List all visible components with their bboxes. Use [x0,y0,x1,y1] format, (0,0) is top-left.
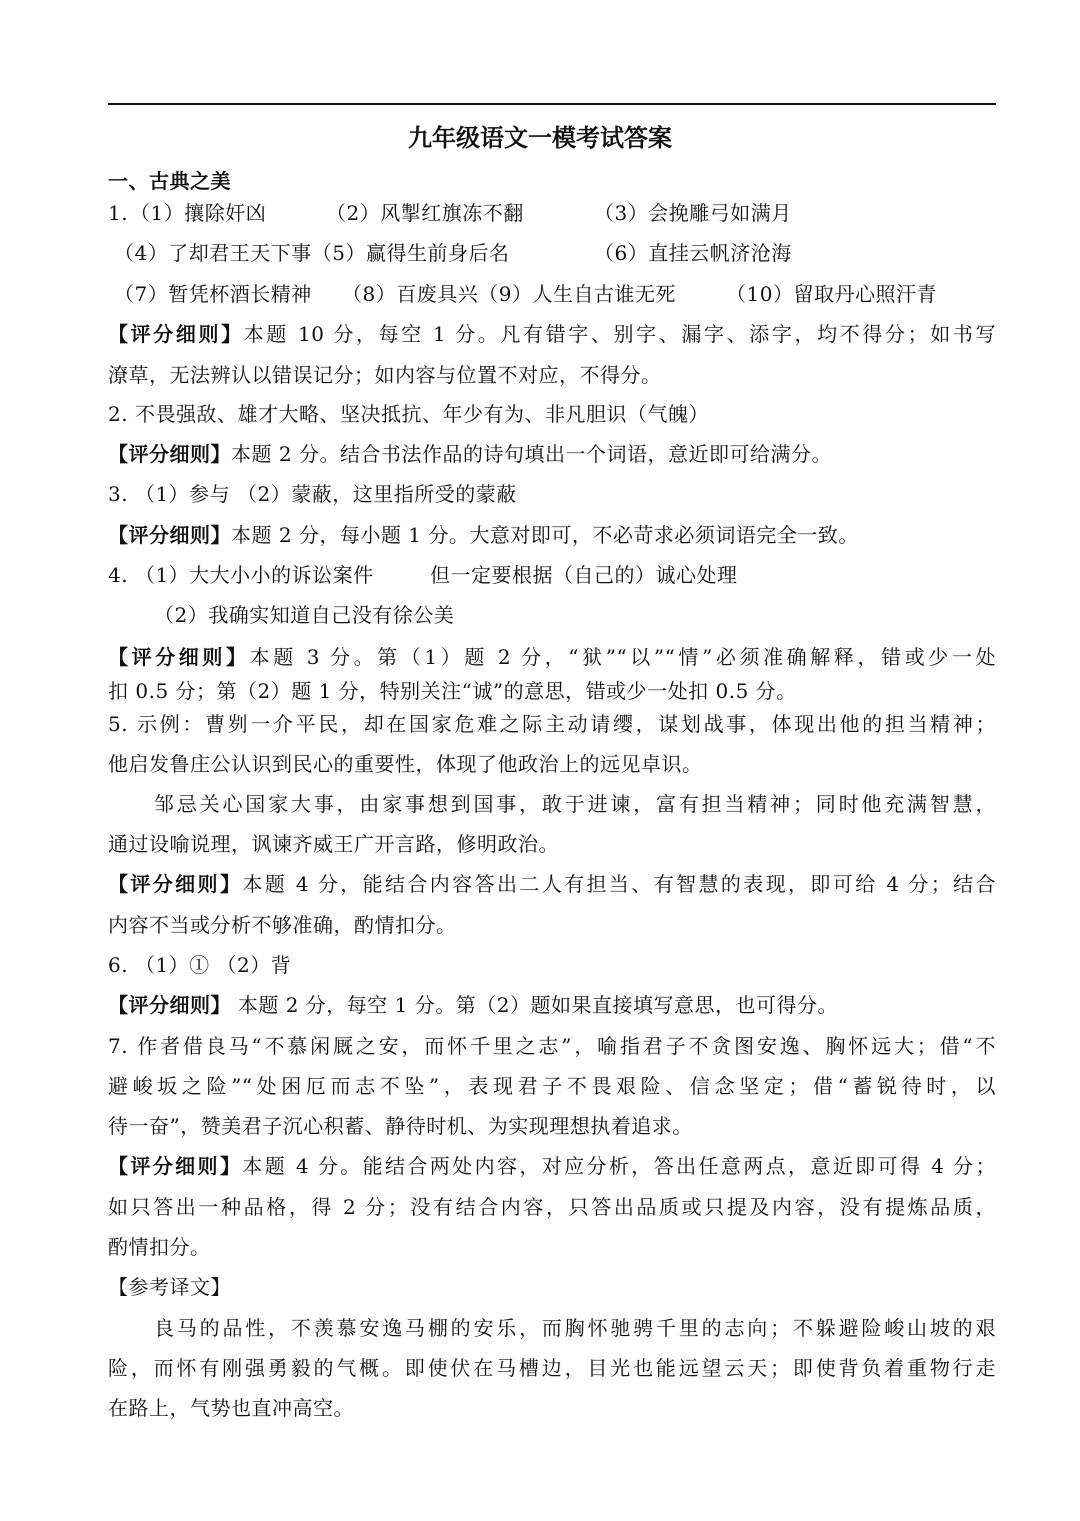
rule-label: 【评分细则】 [108,872,243,896]
reference-line-1: 良马的品性，不羡慕安逸马棚的安乐，而胸怀驰骋千里的志向；不躲避险峻山坡的艰 [154,1316,996,1340]
rule-label: 【评分细则】 [108,523,231,547]
q7-answer-line-3: 待一奋”，赞美君子沉心积蓄、静待时机、为实现理想执着追求。 [108,1114,693,1138]
q1-rule-line-2: 潦草，无法辨认以错误记分；如内容与位置不对应，不得分。 [108,363,662,387]
rule-label: 【评分细则】 [108,993,231,1017]
q4-rule-line-2: 扣 0.5 分；第（2）题 1 分，特别关注“诚”的意思，错或少一处扣 0.5 分。 [108,679,797,703]
q1-blank-6: （6）直挂云帆济沧海 [594,241,792,265]
q5-answer-line-3: 邹忌关心国家大事，由家事想到国事，敢于进谏，富有担当精神；同时他充满智慧， [154,792,996,816]
q1-blank-4-5: （4）了却君王天下事（5）赢得生前身后名 [114,241,510,265]
q1-blank-8-9: （8）百废具兴（9）人生自古谁无死 [342,282,676,306]
q5-answer-line-4: 通过设喻说理，讽谏齐威王广开言路，修明政治。 [108,832,559,856]
rule-label: 【评分细则】 [108,442,231,466]
q7-rule-text-1: 本题 4 分。能结合两处内容，对应分析，答出任意两点，意近即可得 4 分； [242,1154,996,1178]
reference-translation-label: 【参考译文】 [108,1275,231,1299]
q7-rule-line-1 [108,1151,996,1181]
q4-part-1b: 但一定要根据（自己的）诚心处理 [430,563,738,587]
q4-part-1a: 4. （1）大大小小的诉讼案件 [108,563,374,587]
q1-blank-1: （1）攘除奸凶 [130,201,267,225]
q5-answer-line-1: 5. 示例：曹刿一介平民，却在国家危难之际主动请缨，谋划战事，体现出他的担当精神； [108,712,996,736]
q6-answer: 6. （1）① （2）背 [108,953,292,977]
reference-line-2: 险，而怀有刚强勇毅的气概。即使伏在马槽边，目光也能远望云天；即使背负着重物行走 [108,1356,996,1380]
q5-answer-line-2: 他启发鲁庄公认识到民心的重要性，体现了他政治上的远见卓识。 [108,752,703,776]
q3-answer: 3. （1）参与 （2）蒙蔽，这里指所受的蒙蔽 [108,482,517,506]
q7-rule-line-3: 酌情扣分。 [108,1235,211,1259]
reference-line-3: 在路上，气势也直冲高空。 [108,1396,354,1420]
q3-rule-text: 本题 2 分，每小题 1 分。大意对即可，不必苛求必须词语完全一致。 [231,523,859,547]
q7-answer-line-2: 避峻坂之险”“处困厄而志不坠”，表现君子不畏艰险、信念坚定；借“蓄锐待时，以 [108,1074,996,1098]
q1-rule-line-1 [108,319,996,349]
q1-rule-text-1: 本题 10 分，每空 1 分。凡有错字、别字、漏字、添字，均不得分；如书写 [243,322,997,346]
q7-answer-line-1: 7. 作者借良马“不慕闲厩之安，而怀千里之志”，喻指君子不贪图安逸、胸怀远大；借“不 [108,1034,996,1058]
rule-label: 【评分细则】 [108,645,250,669]
q3-rule [108,520,996,550]
rule-label: 【评分细则】 [108,1154,243,1178]
q1-blank-10: （10）留取丹心照汗青 [726,282,937,306]
q2-rule [108,439,996,469]
q6-rule-text: 本题 2 分，每空 1 分。第（2）题如果直接填写意思，也可得分。 [231,993,838,1017]
q4-rule-text-1: 本题 3 分。第（1）题 2 分，“狱”“以”“情”必须准确解释，错或少一处 [249,645,997,669]
q1-prefix: 1. [108,201,129,225]
q1-blank-2: （2）风掣红旗冻不翻 [326,201,524,225]
q1-blank-3: （3）会挽雕弓如满月 [594,201,792,225]
q5-rule-line-2: 内容不当或分析不够准确，酌情扣分。 [108,913,457,937]
page-title: 九年级语文一模考试答案 [408,124,672,152]
q1-blank-7: （7）暂凭杯酒长精神 [114,282,312,306]
q6-rule [108,990,996,1020]
q5-rule-text-1: 本题 4 分，能结合内容答出二人有担当、有智慧的表现，即可给 4 分；结合 [242,872,996,896]
header-rule [108,103,996,105]
q2-answer: 2. 不畏强敌、雄才大略、坚决抵抗、年少有为、非凡胆识（气魄） [108,402,709,426]
q2-rule-text: 本题 2 分。结合书法作品的诗句填出一个词语，意近即可给满分。 [231,442,832,466]
q7-rule-line-2: 如只答出一种品格，得 2 分；没有结合内容，只答出品质或只提及内容，没有提炼品质， [108,1195,996,1219]
rule-label: 【评分细则】 [108,322,244,346]
section-heading: 一、古典之美 [108,169,231,193]
q4-rule-line-1 [108,642,996,672]
q4-answer-2: （2）我确实知道自己没有徐公美 [154,603,455,627]
q5-rule-line-1 [108,869,996,899]
